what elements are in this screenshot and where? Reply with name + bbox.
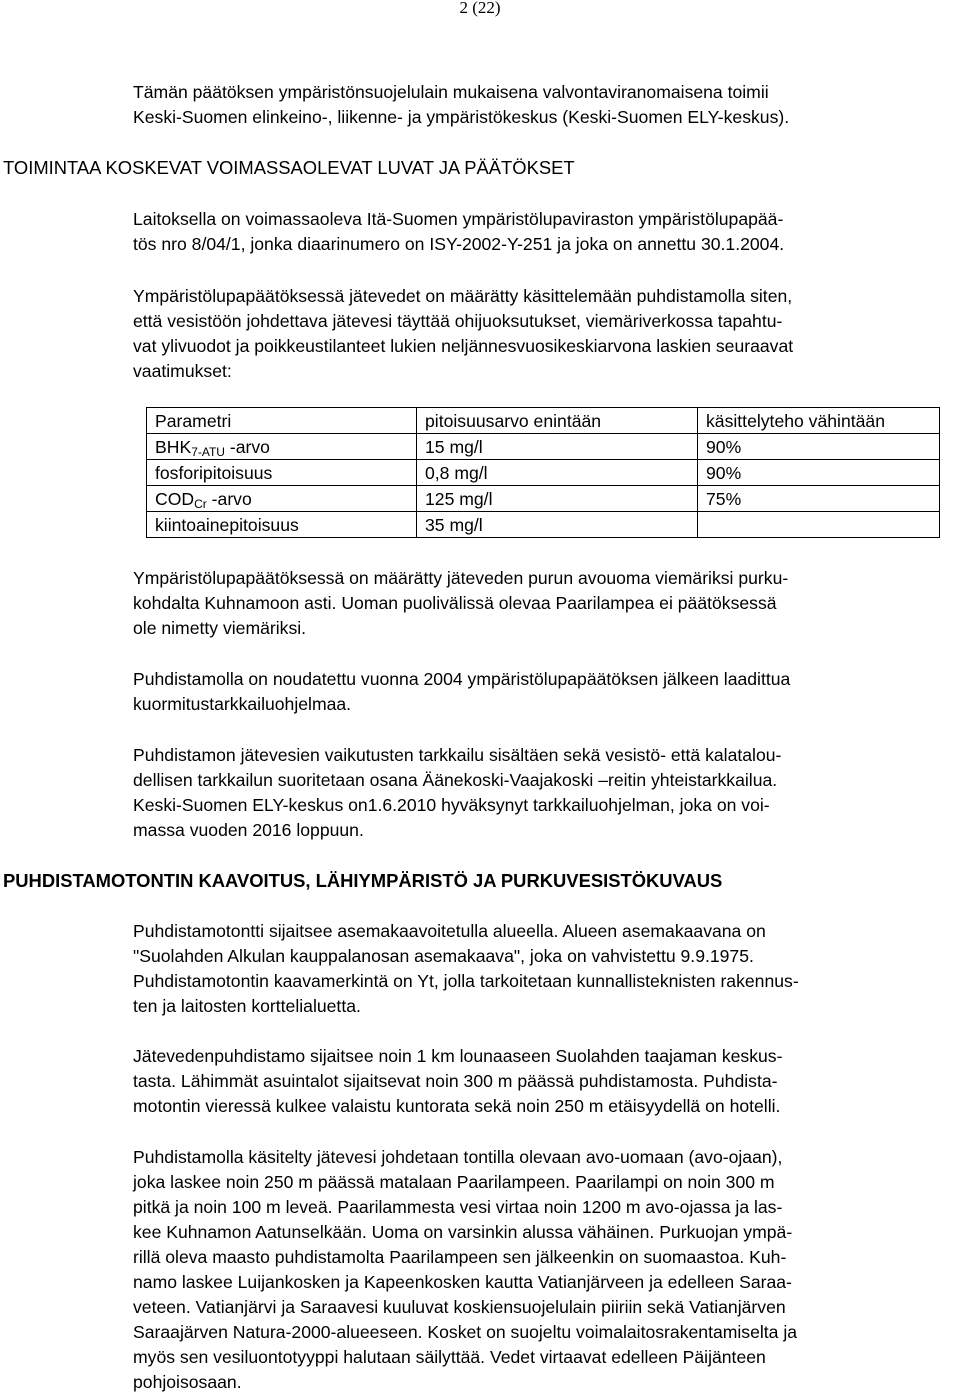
text-line: massa vuoden 2016 loppuun. (133, 820, 364, 840)
text-line: kohdalta Kuhnamoon asti. Uoman puolivälissä olevaa Paarilampea ei päätöksessä (133, 593, 777, 613)
text-line: Puhdistamolla käsitelty jätevesi johdetaan tontilla olevaan avo-uomaan (avo-ojaan), (133, 1147, 783, 1167)
concentration-cell: 15 mg/l (417, 434, 698, 460)
table-header-row (147, 408, 940, 434)
text-line: kee Kuhnamon Aatunselkään. Uoma on varsinkin alussa vähäinen. Purkuojan ympä- (133, 1222, 793, 1242)
concentration-cell: 125 mg/l (417, 486, 698, 512)
intro-paragraph (133, 80, 955, 130)
text-line: Ympäristölupapäätöksessä jätevedet on määrätty käsittelemään puhdistamolla siten, (133, 286, 793, 306)
joint-monitoring-paragraph (133, 743, 955, 843)
text-line: vat ylivuodot ja poikkeustilanteet lukien neljännesvuosikeskiarvona laskien seuraavat (133, 336, 794, 356)
permit-paragraph (133, 207, 955, 257)
monitoring-paragraph (133, 667, 955, 717)
text-line: Jätevedenpuhdistamo sijaitsee noin 1 km lounaaseen Suolahden taajaman keskus- (133, 1046, 783, 1066)
table-header-cell: Parametri (147, 408, 417, 434)
text-line: Puhdistamotontin kaavamerkintä on Yt, jolla tarkoitetaan kunnallisteknisten rakennus- (133, 971, 799, 991)
text-line: Laitoksella on voimassaoleva Itä-Suomen ympäristölupaviraston ympäristölupapää- (133, 209, 784, 229)
text-line: kuormitustarkkailuohjelmaa. (133, 694, 352, 714)
text-line: motontin vieressä kulkee valaistu kuntorata sekä noin 250 m etäisyydellä on hotelli. (133, 1096, 781, 1116)
table-row (147, 486, 940, 512)
parameter-cell (147, 512, 417, 538)
parameter-cell (147, 460, 417, 486)
requirements-paragraph (133, 284, 955, 384)
text-line: myös sen vesiluontotyyppi halutaan säilyttää. Vedet virtaavat edelleen Päijänteen (133, 1347, 766, 1367)
parameter-cell (147, 486, 417, 512)
table-header-cell: pitoisuusarvo enintään (417, 408, 698, 434)
parameter-cell (147, 434, 417, 460)
text-line: tös nro 8/04/1, jonka diaarinumero on ISY-2002-Y-251 ja joka on annettu 30.1.2004. (133, 234, 785, 254)
text-line: pohjoisosaan. (133, 1372, 242, 1392)
text-line: Keski-Suomen ELY-keskus on1.6.2010 hyväksynyt tarkkailuohjelman, joka on voi- (133, 795, 770, 815)
table-row (147, 460, 940, 486)
parameter-name: BHK (155, 436, 192, 457)
text-line: Puhdistamon jätevesien vaikutusten tarkkailu sisältäen sekä vesistö- että kalatalou- (133, 745, 782, 765)
efficiency-cell: 90% (698, 434, 940, 460)
parameter-subscript: 7-ATU (191, 444, 225, 459)
parameter-name: COD (155, 488, 195, 509)
concentration-cell: 35 mg/l (417, 512, 698, 538)
discharge-paragraph (133, 566, 955, 641)
text-line: ole nimetty viemäriksi. (133, 618, 307, 638)
text-line: tasta. Lähimmät asuintalot sijaitsevat noin 300 m päässä puhdistamosta. Puhdista- (133, 1071, 778, 1091)
parameter-suffix: -arvo (206, 488, 252, 509)
text-line: rillä oleva maasto puhdistamolta Paarilampeen sen jälkeenkin on suomaastoa. Kuh- (133, 1247, 787, 1267)
text-line: Puhdistamotontti sijaitsee asemakaavoitetulla alueella. Alueen asemakaavana on (133, 921, 766, 941)
text-line: Keski-Suomen elinkeino-, liikenne- ja ympäristökeskus (Keski-Suomen ELY-keskus). (133, 107, 790, 127)
waterway-paragraph (133, 1145, 955, 1395)
text-line: että vesistöön johdettava jätevesi täyttää ohijuoksutukset, viemäriverkossa tapahtu- (133, 311, 783, 331)
parameter-suffix: -arvo (224, 436, 270, 457)
text-line: namo laskee Luijankosken ja Kapeenkosken kautta Vatianjärveen ja edelleen Saraa- (133, 1272, 792, 1292)
concentration-cell: 0,8 mg/l (417, 460, 698, 486)
text-line: veteen. Vatianjärvi ja Saraavesi kuuluvat koskiensuojelulain piiriin sekä Vatianjärven (133, 1297, 786, 1317)
parameter-name: fosforipitoisuus (155, 462, 273, 483)
text-line: Ympäristölupapäätöksessä on määrätty jäteveden purun avouoma viemäriksi purku- (133, 568, 789, 588)
table-row (147, 512, 940, 538)
text-line: Tämän päätöksen ympäristönsuojelulain mukaisena valvontaviranomaisena toimii (133, 82, 769, 102)
text-line: joka laskee noin 250 m päässä matalaan Paarilampeen. Paarilampi on noin 300 m (133, 1172, 775, 1192)
page-number: 2 (22) (459, 0, 501, 17)
parameter-name: kiintoainepitoisuus (155, 514, 299, 535)
efficiency-cell (698, 512, 940, 538)
table-header-cell: käsittelyteho vähintään (698, 408, 940, 434)
text-line: "Suolahden Alkulan kauppalanosan asemakaava", joka on vahvistettu 9.9.1975. (133, 946, 754, 966)
location-paragraph (133, 1044, 955, 1119)
text-line: pitkä ja noin 100 m leveä. Paarilammesta vesi virtaa noin 1200 m avo-ojassa ja las- (133, 1197, 783, 1217)
text-line: Puhdistamolla on noudatettu vuonna 2004 ympäristölupapäätöksen jälkeen laadittua (133, 669, 791, 689)
text-line: vaatimukset: (133, 361, 232, 381)
text-line: Saraajärven Natura-2000-alueeseen. Kosket on suojeltu voimalaitosrakentamiselta ja (133, 1322, 798, 1342)
section-heading-permits: TOIMINTAA KOSKEVAT VOIMASSAOLEVAT LUVAT JA PÄÄTÖKSET (3, 157, 575, 178)
effluent-limits-table (146, 407, 940, 538)
table-row (147, 434, 940, 460)
zoning-paragraph (133, 919, 955, 1019)
parameter-subscript: Cr (194, 496, 207, 511)
efficiency-cell: 90% (698, 460, 940, 486)
text-line: ten ja laitosten korttelialuetta. (133, 996, 361, 1016)
section-heading-zoning: PUHDISTAMOTONTIN KAAVOITUS, LÄHIYMPÄRISTÖ JA PURKUVESISTÖKUVAUS (3, 870, 723, 891)
text-line: dellisen tarkkailun suoritetaan osana Äänekoski-Vaajakoski –reitin yhteistarkkailua. (133, 770, 778, 790)
efficiency-cell: 75% (698, 486, 940, 512)
